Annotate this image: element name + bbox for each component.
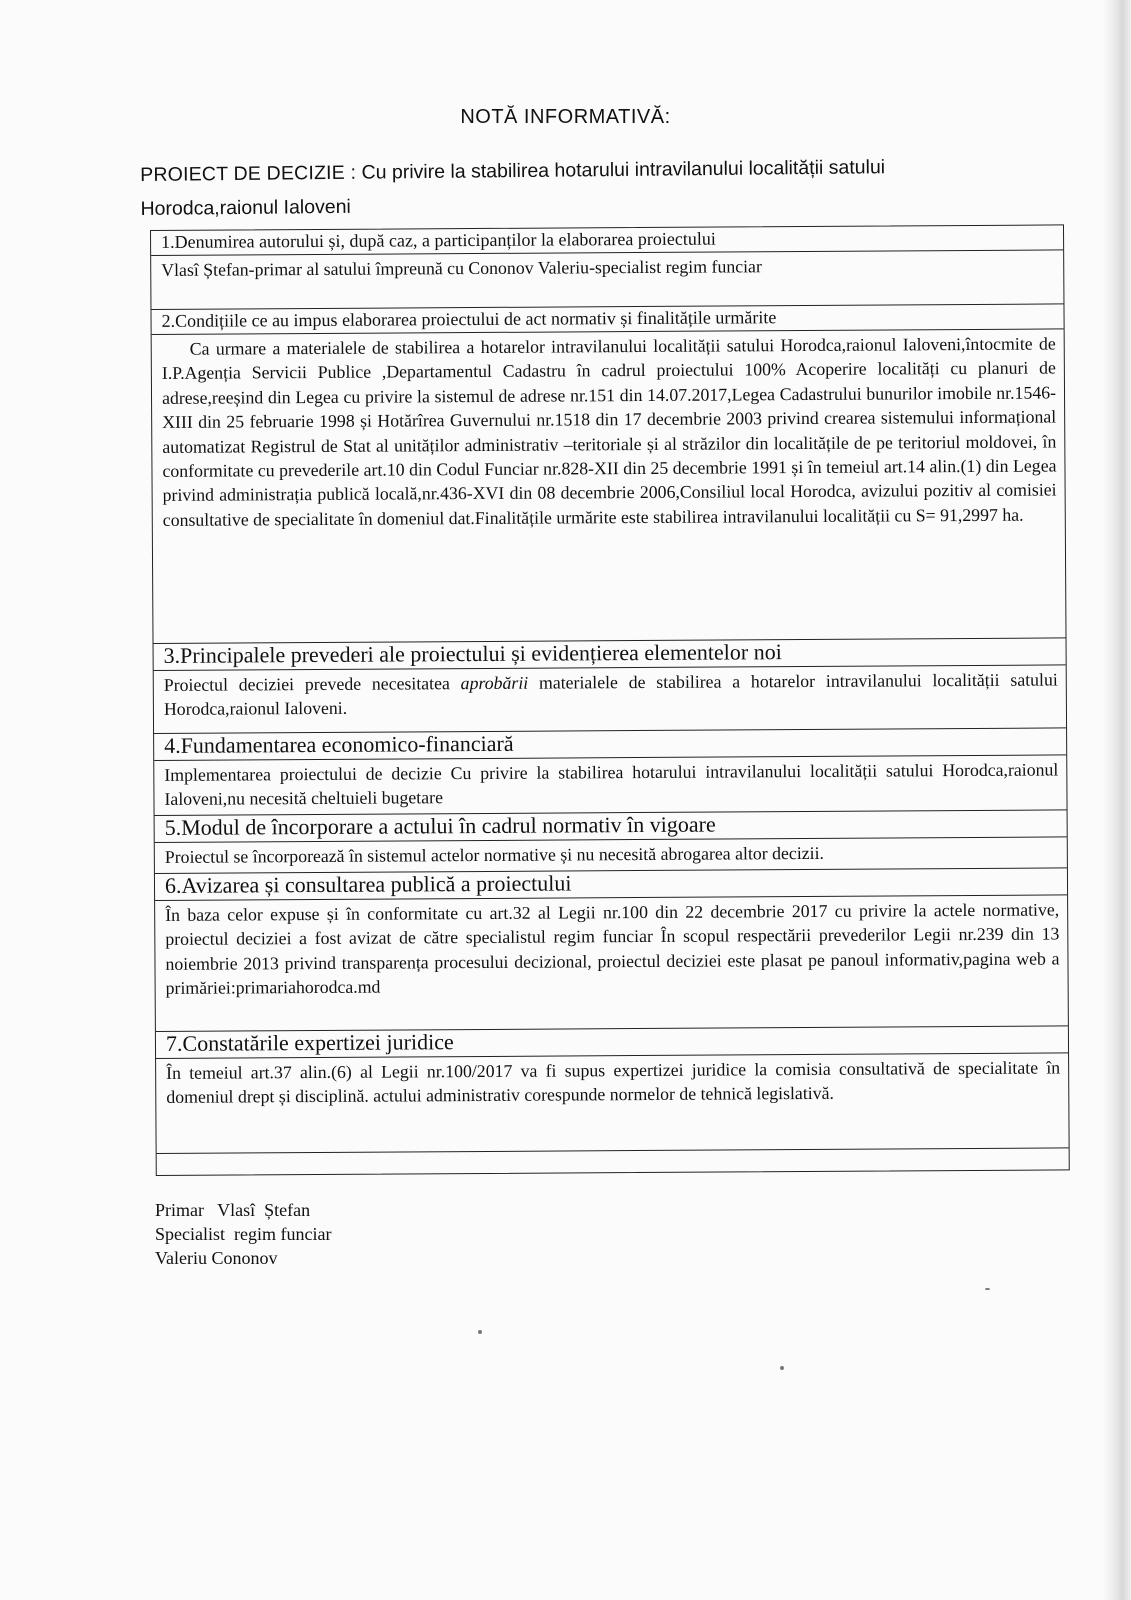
section-2-body: Ca urmare a materialele de stabilirea a hotarelor intravilanului localității satului Horodca,raionul Ialoveni,întocmite de I.P.Agenția Servicii Publice ,Departamentul Cadastru în cadrul proiectului 100% Acoperire localități cu planuri de adrese,reeșind din Legea cu privire la sistemul de adrese nr.151 din 14.07.2017,Legea Cadastrului bunurilor imobile nr.1546-XIII din 25 februarie 1998 și Hotărîrea Guvernului nr.1518 din 17 decembrie 2003 privind crearea sistemului informațional automatizat Registrul de Stat al unităților administrativ –teritoriale și al străzilor din localitățile de pe teritoriul moldovei, în conformitate cu prevederile art.10 din Codul Funciar nr.828-XII din 25 decembrie 1991 și în temeiul art.14 alin.(1) din Legea privind administrația publică locală,nr.436-XVI din 08 decembrie 2006,Consiliul local Horodca, avizului pozitiv al comisiei consultative de specialitate în domeniul dat.Finalitățile urmărite este stabilirea intravilanului localității cu S= 91,2997 ha. xyxy=(161,333,1057,530)
section-6 xyxy=(155,867,1068,1029)
section-5-heading: 5.Modul de încorporare a actului în cadrul normativ în vigoare xyxy=(155,810,1067,843)
section-3-emphasis: aprobării xyxy=(460,672,529,694)
signature-specialist-title: Specialist regim funciar xyxy=(155,1224,332,1244)
section-2 xyxy=(151,303,1065,643)
section-6-heading: 6.Avizarea și consultarea publică a proiectului xyxy=(155,868,1067,901)
section-7 xyxy=(156,1025,1069,1153)
project-subject: Cu privire la stabilirea hotarului intravilanului localității satului Horodca,raionul Ialoveni xyxy=(140,156,886,220)
section-7-body: În temeiul art.37 alin.(6) al Legii nr.100/2017 va fi supus expertizei juridice la comisia consultativă de specialitate în domeniul drept și disciplină. actului administrativ corespunde normelor de tehnică legislativă. xyxy=(166,1057,1061,1108)
section-5 xyxy=(155,809,1067,871)
section-1-body: Vlasî Ștefan-primar al satului împreună cu Cononov Valeriu-specialist regim funciar xyxy=(161,256,762,280)
section-3-body-end: materialele de stabilirea a hotarelor intravilanului localității satului Horodca,raionul Ialoveni. xyxy=(163,669,1058,720)
project-title xyxy=(140,149,1021,226)
signature-block xyxy=(155,1198,331,1270)
scan-edge-shadow xyxy=(1103,0,1131,1600)
section-1 xyxy=(151,225,1063,307)
section-2-heading: 2.Condițiile ce au impus elaborarea proiectului de act normativ și finalitățile urmărite xyxy=(151,304,1063,335)
information-table xyxy=(150,224,1070,1176)
section-1-heading: 1.Denumirea autorului și, după caz, a participanților la elaborarea proiectului xyxy=(151,225,1063,256)
section-5-body: Proiectul se încorporează în sistemul actelor normative și nu necesită abrogarea altor decizii. xyxy=(164,842,825,867)
scan-speck xyxy=(780,1366,784,1370)
section-4-heading: 4.Fundamentarea economico-financiară xyxy=(154,728,1066,761)
section-4 xyxy=(154,727,1066,813)
section-3-body xyxy=(154,665,1066,721)
empty-footer-row xyxy=(157,1147,1069,1175)
project-label: PROIECT DE DECIZIE : xyxy=(140,161,357,186)
section-6-body: În baza celor expuse și în conformitate cu art.32 al Legii nr.100 din 22 decembrie 2017 cu privire la actele normative, proiectul deciziei a fost avizat de către specialistul regim funciar În scopul respectării prevederilor Legii nr.239 din 13 noiembrie 2013 privind transparența procesului decizional, proiectul deciziei este plasat pe panoul informativ,pagina web a primăriei:primariahorodca.md xyxy=(165,899,1060,999)
scan-speck xyxy=(478,1330,482,1334)
signature-specialist-name: Valeriu Cononov xyxy=(155,1248,278,1268)
section-3-body-start: Proiectul deciziei prevede necesitatea xyxy=(163,673,461,695)
section-3-heading: 3.Principalele prevederi ale proiectului și evidențierea elementelor noi xyxy=(154,638,1066,671)
section-7-heading: 7.Constatările expertizei juridice xyxy=(156,1026,1068,1059)
document-title: NOTĂ INFORMATIVĂ: xyxy=(460,106,671,128)
section-4-body: Implementarea proiectului de decizie Cu privire la stabilirea hotarului intravilanului localității satului Horodca,raionul Ialoveni,nu necesită cheltuieli bugetare xyxy=(164,759,1059,810)
section-3 xyxy=(154,637,1067,731)
signature-mayor: Primar Vlasî Ștefan xyxy=(155,1200,311,1220)
scan-speck xyxy=(985,1288,990,1290)
